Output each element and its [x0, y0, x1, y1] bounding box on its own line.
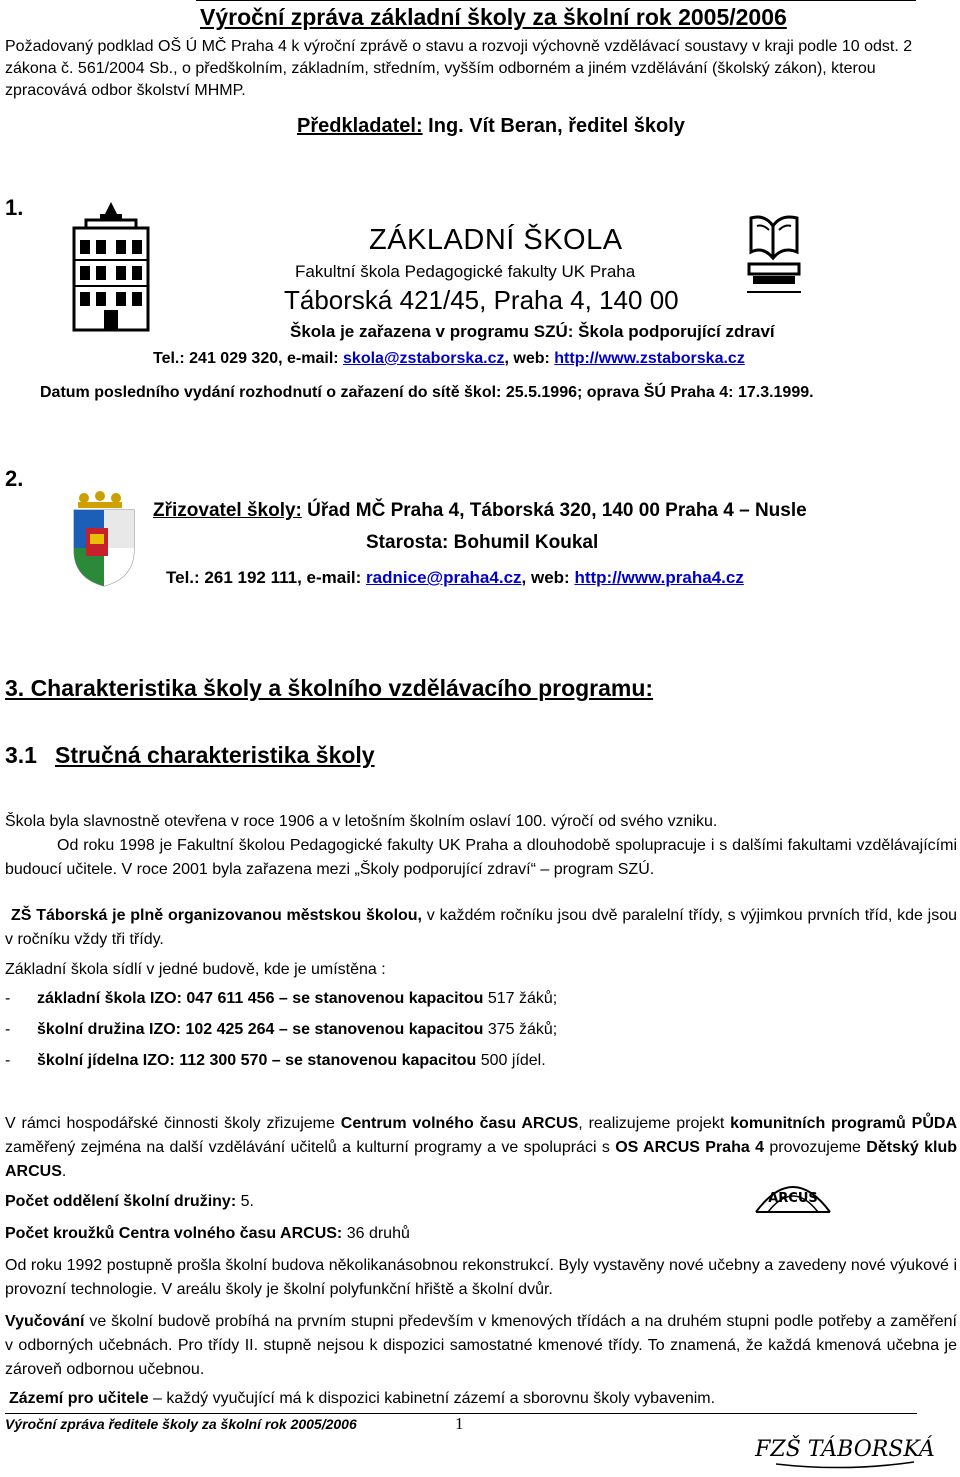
section-3-1-title: Stručná charakteristika školy: [54, 742, 375, 768]
list-dash: -: [5, 1052, 11, 1069]
founder-text: Úřad MČ Praha 4, Táborská 320, 140 00 Praha 4 – Nusle: [301, 500, 807, 521]
section-3-1-number: 3.1: [5, 742, 37, 768]
teaching-label: Vyučování: [5, 1313, 85, 1330]
paragraph-building: Základní škola sídlí v jedné budově, kde je umístěna :: [5, 961, 386, 978]
school-web-label: , web:: [504, 350, 555, 367]
top-rule: [196, 0, 916, 1]
clubs-count: [5, 1225, 410, 1243]
list-item-bold: základní škola IZO: 047 611 456 – se stanovenou kapacitou: [37, 990, 484, 1007]
paragraph-staff: [9, 1390, 715, 1408]
organization-bold: ZŠ Táborská je plně organizovanou městskou školou,: [11, 907, 423, 924]
founder-tel: Tel.: 261 192 111, e-mail:: [166, 568, 367, 587]
arcus-logo: [748, 1168, 838, 1220]
school-program: Škola je zařazena v programu SZÚ: Škola podporující zdraví: [290, 322, 775, 341]
presenter-label: Předkladatel:: [297, 115, 423, 137]
paragraph-reconstruction: Od roku 1992 postupně prošla školní budova několikanásobnou rekonstrukcí. Byly vystavěny nové učebny a zavedeny nové výukové i provozní technologie. V areálu školy je školní polyfunkční hřiště a školní dvůr.: [5, 1257, 957, 1298]
staff-text: – každý vyučující má k dispozici kabinetní zázemí a sborovnu školy vybavenim.: [148, 1390, 716, 1407]
founder-email-link[interactable]: radnice@praha4.cz: [366, 568, 522, 587]
list-item-bold: školní družina IZO: 102 425 264 – se stanovenou kapacitou: [37, 1021, 484, 1038]
school-contact: [153, 350, 745, 368]
document-title: Výroční zpráva základní školy za školní rok 2005/2006: [200, 4, 787, 30]
arcus-text: provozujeme: [764, 1139, 867, 1156]
family-count-value: 5.: [236, 1193, 254, 1210]
arcus-puda: komunitních programů PŮDA: [730, 1115, 957, 1132]
open-book-logo: [743, 212, 805, 296]
list-dash: -: [5, 1021, 11, 1038]
section-1-number: 1.: [5, 195, 24, 220]
page-number: 1: [455, 1414, 464, 1433]
list-item: [5, 1021, 557, 1039]
presenter-name: Ing. Vít Beran, ředitel školy: [428, 115, 685, 137]
school-subtitle: Fakultní škola Pedagogické fakulty UK Praha: [295, 262, 636, 281]
arcus-center: Centrum volného času ARCUS: [340, 1115, 579, 1132]
arcus-text: .: [61, 1163, 67, 1180]
footer-logo-text: FZŠ TÁBORSKÁ: [755, 1437, 935, 1462]
school-address: Táborská 421/45, Praha 4, 140 00: [284, 285, 679, 315]
arcus-logo-text: ARCUS: [768, 1191, 818, 1206]
teaching-text: ve školní budově probíhá na prvním stupni především v kmenových třídách a na druhém stupni podle potřeby a zaměření v odborných učebnách. Pro třídy II. stupně nejsou k dispozici samostatné kmenové třídy. To znamená, že každá kmenová učebna je zároveň odbornou učebnou.: [5, 1313, 957, 1378]
list-dash: -: [5, 990, 11, 1007]
clubs-count-value: 36 druhů: [342, 1225, 410, 1242]
founder-label: Zřizovatel školy:: [153, 500, 302, 521]
school-footer-logo: [755, 1416, 935, 1474]
founder-web-link[interactable]: http://www.praha4.cz: [574, 568, 744, 587]
founder-line: [153, 500, 807, 522]
registration-date: Datum posledního vydání rozhodnutí o zařazení do sítě škol: 25.5.1996; oprava ŠÚ Praha 4: 17.3.1999.: [40, 384, 814, 401]
school-name: ZÁKLADNÍ ŠKOLA: [369, 224, 623, 256]
staff-label: Zázemí pro učitele: [9, 1390, 149, 1407]
arcus-os: OS ARCUS Praha 4: [615, 1139, 764, 1156]
list-item-bold: školní jídelna IZO: 112 300 570 – se stanovenou kapacitou: [37, 1052, 477, 1069]
list-item-rest: 500 jídel.: [476, 1052, 546, 1069]
arcus-text: , realizujeme projekt: [578, 1115, 731, 1132]
paragraph-faculty: Od roku 1998 je Fakultní školou Pedagogické fakulty UK Praha a dlouhodobě spolupracuje i s dalšími fakultami vzdělávajícími budoucí učitele. V roce 2001 byla zařazena mezi „Školy podporující zdraví“ – program SZÚ.: [5, 837, 957, 878]
presenter-line: [297, 115, 685, 138]
list-item: [5, 1052, 546, 1070]
founder-web-label: , web:: [521, 568, 575, 587]
intro-paragraph: Požadovaný podklad OŠ Ú MČ Praha 4 k výroční zprávě o stavu a rozvoji výchovně vzdělávací soustavy v kraji podle 10 odst. 2 zákona č. 561/2004 Sb., o předškolním, základním, středním, vyšším odborném a jiném vzdělávání (školský zákon), kterou zpracovává odbor školství MHMP.: [5, 38, 913, 99]
mayor-line: Starosta: Bohumil Koukal: [366, 532, 599, 553]
family-count-label: Počet oddělení školní družiny:: [5, 1193, 237, 1210]
list-item-rest: 375 žáků;: [483, 1021, 558, 1038]
praha4-coat-of-arms-icon: [68, 488, 140, 588]
school-building-logo: [70, 200, 152, 332]
arcus-text: zaměřený zejména na další vzdělávání učitelů a kulturní programy a ve spolupráci s: [5, 1139, 616, 1156]
paragraph-opening: Škola byla slavnostně otevřena v roce 1906 a v letošním školním oslaví 100. výročí od svého vzniku.: [5, 813, 718, 830]
arcus-text: V rámci hospodářské činnosti školy zřizujeme: [5, 1115, 341, 1132]
organization-rest: v každém ročníku jsou dvě paralelní třídy, s výjimkou prvních tříd, kde jsou v ročníku vždy tři třídy.: [5, 907, 958, 948]
list-item-rest: 517 žáků;: [483, 990, 558, 1007]
section-2-number: 2.: [5, 466, 24, 491]
family-count: [5, 1193, 254, 1211]
section-3-1-heading: [5, 742, 375, 769]
founder-contact: [166, 568, 744, 588]
clubs-count-label: Počet kroužků Centra volného času ARCUS:: [5, 1225, 343, 1242]
footer-text: Výroční zpráva ředitele školy za školní rok 2005/2006: [5, 1416, 357, 1432]
section-3-heading: 3. Charakteristika školy a školního vzdělávacího programu:: [5, 675, 654, 701]
paragraph-organization: [5, 904, 957, 952]
paragraph-teaching: [5, 1310, 957, 1382]
school-web-link[interactable]: http://www.zstaborska.cz: [554, 350, 745, 367]
arcus-club: Dětský klub ARCUS: [5, 1139, 958, 1180]
school-email-link[interactable]: skola@zstaborska.cz: [343, 350, 505, 367]
list-item: [5, 990, 557, 1008]
school-tel: Tel.: 241 029 320, e-mail:: [153, 350, 344, 367]
